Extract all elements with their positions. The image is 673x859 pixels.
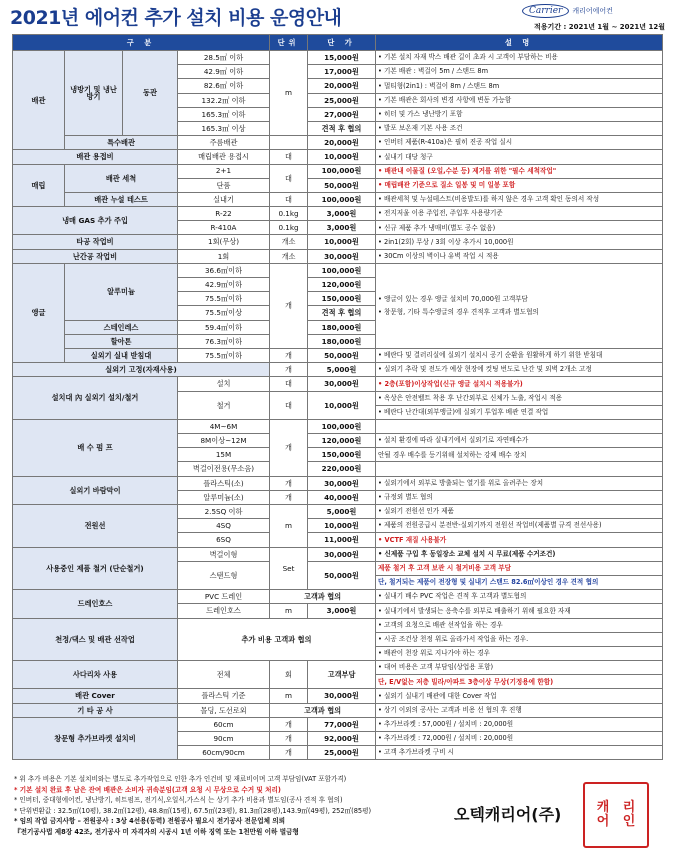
spec-cell: 165.3㎡ 이하 [178,107,270,121]
price-cell: 15,000원 [308,51,376,65]
desc-cell: 단, E/V없는 저층 빌라/아파트 3층이상 무상(기정용에 한함) [376,675,663,689]
unit-cell: 대 [270,164,308,192]
unit-cell: 개 [270,490,308,504]
unit-cell: 회 [270,661,308,689]
spec-cell: 75.5㎡이하 [178,348,270,362]
price-cell: 100,000원 [308,192,376,206]
spec-cell: 주름배관 [178,136,270,150]
desc-cell: • 2in1(2회) 무상 / 3회 이상 추가시 10,000원 [376,235,663,249]
table-row [13,590,663,604]
category-cell: 창문형 추가브라켓 설치비 [13,717,178,760]
price-cell: 40,000원 [308,490,376,504]
price-cell: 3,000원 [308,221,376,235]
category-cell: 스테인레스 [65,320,178,334]
spec-cell: 15M [178,448,270,462]
price-cell: 150,000원 [308,292,376,306]
price-cell: 27,000원 [308,107,376,121]
desc-cell: • 배관내 이물질 (오일,수분 등) 제거를 위한 "필수 세척작업" [376,164,663,178]
price-cell: 30,000원 [308,377,376,391]
price-cell: 11,000원 [308,533,376,547]
desc-cell [376,419,663,433]
category-cell: 사용중인 제품 철거 (단순철거) [13,547,178,590]
price-cell: 100,000원 [308,263,376,277]
cost-table [12,34,663,760]
price-cell: 20,000원 [308,136,376,150]
price-cell: 120,000원 [308,278,376,292]
unit-cell: 개 [270,746,308,760]
header-price: 단 가 [308,35,376,51]
table-row [13,377,663,391]
spec-cell: 76.3㎡이하 [178,334,270,348]
desc-cell: • 추가브라켓 : 72,000원 / 설치비 : 20,000원 [376,732,663,746]
table-row [13,235,663,249]
footnote: * 단위변환값 : 32.5㎡(10평), 38.2㎡(12평), 48.8㎡(15평), 67.5㎡(23평), 81.3㎡(28평),143.9㎡(49평), 252㎡(85평) [14,806,372,815]
table-row [13,703,663,717]
price-cell: 고객과 협의 [270,703,376,717]
company-name: 오텍캐리어(주) [454,805,562,824]
price-cell: 추가 비용 고객과 협의 [178,618,376,661]
table-row [13,192,663,206]
price-cell: 30,000원 [308,547,376,561]
spec-cell: 2+1 [178,164,270,178]
footnote: 『전기공사법 제8장 42조, 전기공사 미 자격자의 시공시 1년 이하 징역 또는 1천만원 이하 벌금형 [14,827,299,836]
spec-cell: 1회 [178,249,270,263]
unit-cell: 0.1kg [270,207,308,221]
category-cell: 특수배관 [65,136,178,150]
unit-cell: 개 [270,419,308,476]
price-cell: 17,000원 [308,65,376,79]
spec-cell: 드레인호스 [178,604,270,618]
desc-cell: • 신규 제품 추가 냉매비(별도 공수 없음) [376,221,663,235]
page-title: 2021년 에어컨 추가 설치 비용 운영안내 [10,7,342,29]
spec-cell: 몰딩, 도선로외 [178,703,270,717]
unit-cell: m [270,604,308,618]
table-row [13,263,663,277]
seal-char: 리 [622,800,636,815]
desc-cell: • 대여 비용은 고객 부담임(상업용 포함) [376,661,663,675]
footnote: * 인버터, 중대형에어컨, 냉난방기, 히트펌프, 전기식,오일식,가스식 는 상기 추가 비용과 별도임(공사 견적 후 협의) [14,796,343,805]
spec-cell: 매립배관 용접시 [178,150,270,164]
spec-cell: 1회(무상) [178,235,270,249]
desc-cell: • 제품의 전원공급시 분전반-실외기까지 전원선 작업비(제품별 규격 전선사용) [376,519,663,533]
spec-cell: 60cm/90cm [178,746,270,760]
desc-cell: • 30Cm 이상의 벽이나 유벽 작업 시 적용 [376,249,663,263]
header-unit: 단위 [270,35,308,51]
unit-cell: m [270,505,308,548]
footnote: * 기본 설치 완료 후 남은 잔여 배관은 소비자 귀속분임(고객 요청 시 무상으로 수거 및 처리) [14,785,281,794]
logo-sub: 캐리어에어컨 [572,7,613,15]
category-cell: 실외기 실내 받침대 [65,348,178,362]
table-row [13,51,663,65]
spec-cell: R-22 [178,207,270,221]
desc-cell: • 신제품 구입 후 동일장소 교체 설치 시 무료(제품 수거조건) [376,547,663,561]
apply-period: 적용기간 : 2021년 1월 ~ 2021년 12월 [534,23,665,31]
price-cell: 220,000원 [308,462,376,476]
category-cell: 기 타 공 사 [13,703,178,717]
desc-cell: • 매립배관 기준으로 질소 일봉 및 미 일봉 포함 [376,178,663,192]
price-cell: 견적 후 협의 [308,306,376,320]
spec-cell: PVC 드레인 [178,590,270,604]
category-cell: 난간공 작업비 [13,249,178,263]
spec-cell: 실내기 [178,192,270,206]
category-cell: 전원선 [13,505,178,548]
category-cell: 천정/댁스 및 배관 선작업 [13,618,178,661]
price-cell: 180,000원 [308,320,376,334]
unit-cell: 개 [270,476,308,490]
desc-cell: • 히터 및 가스 냉난방기 포함 [376,107,663,121]
category-cell: 배관 누설 테스트 [65,192,178,206]
spec-cell: 벽걸이전용(무소음) [178,462,270,476]
desc-cell: • 기본 배관 : 벽걸이 5m / 스탠드 8m [376,65,663,79]
desc-cell: • 전지저울 이용 주입전, 주입후 사용량기준 [376,207,663,221]
desc-cell: • 설치 환경에 따라 실내기에서 실외기로 자연배수가 [376,434,663,448]
table-row [13,363,663,377]
seal-char: 어 [596,814,610,829]
table-row [13,505,663,519]
price-cell: 20,000원 [308,79,376,93]
desc-cell: • 배관세척 및 누설테스트(비용발도)를 하지 않은 경우 고객 확인 동의서 작성 [376,192,663,206]
table-row [13,150,663,164]
desc-cell: • 규정외 별도 협의 [376,490,663,504]
spec-cell: 75.5㎡이하 [178,292,270,306]
desc-cell: • 멀티형(2in1) : 벽걸이 8m / 스탠드 8m [376,79,663,93]
desc-cell [376,462,663,476]
desc-cell: • 옥상은 안전벨트 착용 후 난간외부로 신체가 노출, 작업시 적용 [376,391,663,405]
price-cell: 10,000원 [308,235,376,249]
desc-line: • 창문형, 기타 특수앵글의 경우 견적후 고객과 별도협의 [378,307,539,316]
price-cell: 92,000원 [308,732,376,746]
category-cell: 배관 용접비 [13,150,178,164]
seal-char: 캐 [596,800,610,815]
spec-cell: 75.5㎡이상 [178,306,270,320]
logo-text: Carrier [522,4,569,18]
category-cell: 타공 작업비 [13,235,178,249]
footnotes [14,774,454,838]
category-cell: 배관 [13,51,65,150]
category-cell: 실외기 고정(자재사용) [13,363,270,377]
spec-cell: 165.3㎡ 이상 [178,121,270,135]
desc-cell: 제품 철거 후 고객 보관 시 철거비용 고객 부담 [376,561,663,575]
desc-cell: • VCTF 재질 사용불가 [376,533,663,547]
table-row [13,419,663,433]
spec-cell: 단품 [178,178,270,192]
footnote: * 위 추가 비용은 기본 설치비와는 별도로 추가작업으로 인한 추가 인건비 및 재료비이며 고객 부담임(VAT 포함가격) [14,775,347,783]
price-cell: 10,000원 [308,391,376,419]
desc-cell: • 상기 이외의 공사는 고객과 비용 선 협의 후 진행 [376,703,663,717]
unit-cell: Set [270,547,308,590]
spec-cell: 플라스틱 기준 [178,689,270,703]
spec-cell: 36.6㎡이하 [178,263,270,277]
desc-cell: • 시공 조건상 천정 위로 올라가서 작업을 하는 경우. [376,632,663,646]
desc-cell: • 실내기 배수 PVC 작업은 견적 후 고객과 별도협의 [376,590,663,604]
price-cell: 180,000원 [308,334,376,348]
category-cell: 냉방기 및 냉난방기 [65,51,123,136]
category-cell: 앵글 [13,263,65,362]
table-row [13,618,663,632]
desc-cell: • 고객의 요청으로 배관 선작업을 하는 경우 [376,618,663,632]
category-cell: 드레인호스 [13,590,178,618]
desc-cell: • 2층(포함)이상작업(신규 앵글 설치시 적용불가) [376,377,663,391]
price-cell: 25,000원 [308,93,376,107]
desc-cell: • 추가브라켓 : 57,000원 / 설치비 : 20,000원 [376,717,663,731]
desc-cell: • 실외기 실내기 배관에 대한 Cover 작업 [376,689,663,703]
price-cell: 25,000원 [308,746,376,760]
category-cell: 알루미늄 [65,263,178,320]
unit-cell: 개 [270,717,308,731]
desc-cell: • 배관이 천장 위로 지나가야 하는 경우 [376,646,663,660]
spec-cell: 132.2㎡ 이하 [178,93,270,107]
unit-cell: 개소 [270,235,308,249]
category-cell: 배관 세척 [65,164,178,192]
spec-cell: 60cm [178,717,270,731]
spec-cell: R-410A [178,221,270,235]
category-cell: 할아톤 [65,334,178,348]
desc-cell: • 베란다 난간대(외부앵글)에 실외기 투업후 베관 연결 작업 [376,405,663,419]
price-cell: 77,000원 [308,717,376,731]
carrier-logo [522,2,613,20]
category-cell: 동관 [123,51,178,136]
desc-cell: 단, 철거되는 제품이 전장형 및 실내기 스탠드 82.6㎡이상인 경우 견적 협의 [376,575,663,589]
category-cell: 배 수 펌 프 [13,419,178,476]
header-desc: 설 명 [376,35,663,51]
unit-cell: 대 [270,377,308,391]
table-row [13,348,663,362]
spec-cell: 59.4㎡이하 [178,320,270,334]
price-cell: 30,000원 [308,689,376,703]
table-header-row [13,35,663,51]
spec-cell: 82.6㎡ 이하 [178,79,270,93]
spec-cell: 설치 [178,377,270,391]
unit-cell: 개 [270,263,308,348]
price-cell: 120,000원 [308,434,376,448]
spec-cell: 4M~6M [178,419,270,433]
price-cell: 50,000원 [308,348,376,362]
spec-cell: 벽걸이형 [178,547,270,561]
desc-cell: • 베란다 및 결러리실에 실외기 설치시 공기 순환을 원활하게 하기 위한 받침대 [376,348,663,362]
unit-cell: 개 [270,348,308,362]
company-seal [583,782,649,848]
desc-cell [376,263,663,348]
price-cell: 30,000원 [308,249,376,263]
spec-cell: 4SQ [178,519,270,533]
seal-char: 인 [622,814,636,829]
spec-cell: 42.9㎡이하 [178,278,270,292]
header-category: 구 분 [13,35,270,51]
unit-cell: 개 [270,732,308,746]
unit-cell: 대 [270,150,308,164]
price-cell: 100,000원 [308,419,376,433]
table-row [13,249,663,263]
desc-cell: • 실외기 전원선 인가 제품 [376,505,663,519]
price-cell: 50,000원 [308,178,376,192]
table-row [13,164,663,178]
table-row [13,207,663,221]
category-cell: 배관 Cover [13,689,178,703]
unit-cell: 개소 [270,249,308,263]
price-cell: 고객과 협의 [270,590,376,604]
desc-cell: • 발포 보온재 기본 사용 조건 [376,121,663,135]
cost-table-wrap [12,34,662,760]
spec-cell: 알루미늄(소) [178,490,270,504]
desc-cell: • 실내기 대당 청구 [376,150,663,164]
spec-cell: 철거 [178,391,270,419]
unit-cell: m [270,689,308,703]
price-cell: 10,000원 [308,150,376,164]
spec-cell: 전체 [178,661,270,689]
unit-cell: 대 [270,391,308,419]
table-row [13,689,663,703]
table-row [13,717,663,731]
unit-cell [270,136,308,150]
table-row [13,136,663,150]
desc-cell: • 실외기 추락 및 전도가 예상 현장에 컷팅 번도로 난간 및 외벽 2개소 고정 [376,363,663,377]
spec-cell: 스탠드형 [178,561,270,589]
table-row [13,476,663,490]
price-cell: 5,000원 [308,363,376,377]
desc-cell: • 기본 설치 자재 박스 배관 길이 초과 시 고객이 부담하는 비용 [376,51,663,65]
table-row [13,547,663,561]
desc-cell: • 인버터 제품(R-410a)은 필히 진공 작업 실시 [376,136,663,150]
price-cell: 3,000원 [308,207,376,221]
spec-cell: 42.9㎡ 이하 [178,65,270,79]
spec-cell: 28.5㎡ 이하 [178,51,270,65]
price-cell: 10,000원 [308,519,376,533]
price-cell: 3,000원 [308,604,376,618]
price-cell: 100,000원 [308,164,376,178]
spec-cell: 6SQ [178,533,270,547]
desc-cell: • 기본 배관은 회사의 변경 사항에 변동 가능함 [376,93,663,107]
desc-cell: • 고객 추가브라켓 구비 시 [376,746,663,760]
spec-cell: 플라스틱(소) [178,476,270,490]
category-cell: 냉매 GAS 추가 주입 [13,207,178,235]
desc-cell: 안될 경우 배수를 등기위해 설치하는 강제 배수 장치 [376,448,663,462]
unit-cell: 0.1kg [270,221,308,235]
spec-cell: 2.5SQ 이하 [178,505,270,519]
spec-cell: 8M이상~12M [178,434,270,448]
price-cell: 30,000원 [308,476,376,490]
category-cell: 실외기 바람막이 [13,476,178,504]
category-cell: 사다리차 사용 [13,661,178,689]
price-cell: 견적 후 협의 [308,121,376,135]
footnote: * 임의 작업 금지사항 – 전원공사 : 3상 4선용(동력) 전원공사 필요시 전기공사 전문업체 의뢰 [14,817,285,826]
category-cell: 설치대 內 실외기 설치/철거 [13,377,178,420]
price-cell: 5,000원 [308,505,376,519]
desc-cell: • 실외기에서 외부로 방출되는 열기를 위로 올려주는 장치 [376,476,663,490]
unit-cell: m [270,51,308,136]
price-cell: 150,000원 [308,448,376,462]
price-cell: 50,000원 [308,561,376,589]
unit-cell: 개 [270,363,308,377]
desc-line: • 앵글이 있는 경우 앵글 설치비 70,000원 고객부담 [378,295,528,304]
table-row [13,661,663,675]
desc-cell: • 실내기에서 발생되는 응축수를 외부로 배출하기 위해 필요한 자재 [376,604,663,618]
spec-cell: 90cm [178,732,270,746]
unit-cell: 대 [270,192,308,206]
price-cell: 고객부담 [308,661,376,689]
category-cell: 매립 [13,164,65,207]
